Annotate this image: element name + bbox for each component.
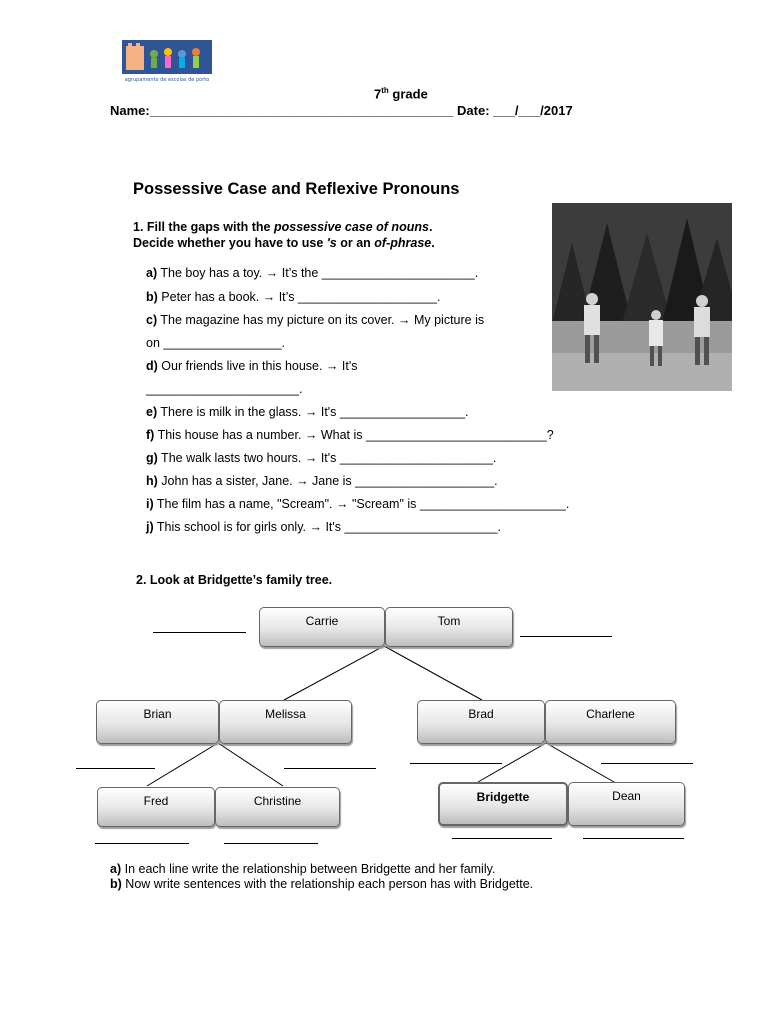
- exercise-item-j: j) This school is for girls only. → It's ______________________.: [146, 520, 501, 534]
- exercise-item-c: c) The magazine has my picture on its cover. → My picture is: [146, 313, 485, 327]
- tree-box-christine: Christine: [215, 787, 340, 827]
- answer-blank-charlene[interactable]: [601, 763, 693, 764]
- exercise-item-i: i) The film has a name, "Scream". → "Scream" is _____________________.: [146, 497, 570, 511]
- tree-box-melissa: Melissa: [219, 700, 352, 744]
- tree-box-carrie: Carrie: [259, 607, 385, 647]
- answer-blank-brian[interactable]: [76, 768, 155, 769]
- tree-box-tom: Tom: [385, 607, 513, 647]
- tree-box-brian: Brian: [96, 700, 219, 744]
- exercise-2-heading: 2. Look at Bridgette’s family tree.: [136, 573, 333, 587]
- instruction-b: b) Now write sentences with the relationship each person has with Bridgette.: [110, 877, 534, 891]
- exercise-item-g: g) The walk lasts two hours. → It's ______________________.: [146, 451, 497, 465]
- answer-blank-brad[interactable]: [410, 763, 502, 764]
- instruction-a: a) In each line write the relationship between Bridgette and her family.: [110, 862, 496, 876]
- tree-box-brad: Brad: [417, 700, 545, 744]
- exercise-item-c-continued: on _________________.: [146, 336, 286, 350]
- tree-box-charlene: Charlene: [545, 700, 676, 744]
- name-label: Name:: [110, 103, 150, 118]
- exercise-item-d-continued: ______________________.: [146, 382, 303, 396]
- exercise-item-f: f) This house has a number. → What is __________________________?: [146, 428, 554, 442]
- tree-box-dean: Dean: [568, 782, 685, 826]
- tree-box-bridgette: Bridgette: [438, 782, 568, 826]
- answer-blank-christine[interactable]: [224, 843, 318, 844]
- exercise-1-heading: 1. Fill the gaps with the possessive case of nouns. Decide whether you have to use 's or an of-phrase.: [133, 220, 435, 250]
- exercise-item-d: d) Our friends live in this house. → It's: [146, 359, 358, 373]
- answer-blank-tom[interactable]: [520, 636, 612, 637]
- grade-heading: 7th grade: [374, 86, 428, 102]
- date-field[interactable]: ___/___/2017: [493, 103, 573, 118]
- answer-blank-dean[interactable]: [583, 838, 684, 839]
- answer-blank-bridgette[interactable]: [452, 838, 552, 839]
- logo-caption: agrupamento de escolas de porto: [124, 77, 210, 83]
- answer-blank-carrie[interactable]: [153, 632, 246, 633]
- answer-blank-melissa[interactable]: [284, 768, 376, 769]
- exercise-item-a: a) The boy has a toy. → It’s the ______________________.: [146, 266, 479, 280]
- name-field[interactable]: __________________________________________: [149, 103, 454, 118]
- answer-blank-fred[interactable]: [95, 843, 189, 844]
- tree-box-fred: Fred: [97, 787, 215, 827]
- exercise-item-b: b) Peter has a book. → It’s ____________________.: [146, 290, 441, 304]
- worksheet-title: Possessive Case and Reflexive Pronouns: [133, 180, 460, 198]
- exercise-item-h: h) John has a sister, Jane. → Jane is ____________________.: [146, 474, 498, 488]
- exercise-item-e: e) There is milk in the glass. → It's __________________.: [146, 405, 469, 419]
- date-label: Date:: [457, 103, 490, 118]
- exercise-2-instructions: [110, 862, 533, 892]
